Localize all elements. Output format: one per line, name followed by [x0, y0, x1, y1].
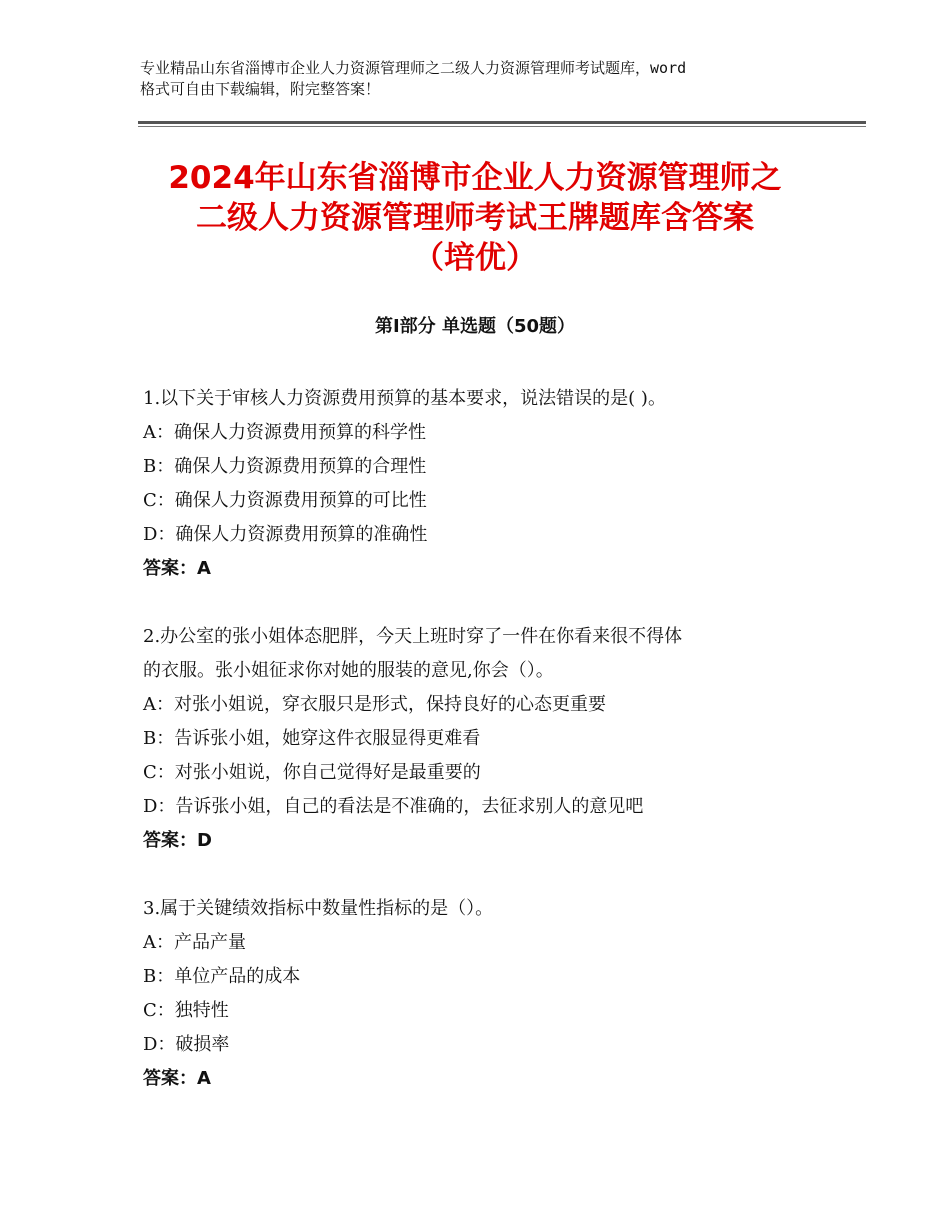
section-heading: 第Ⅰ部分 单选题（50题）: [374, 316, 575, 337]
header-divider-thin: [138, 126, 866, 127]
answer: 答案：A: [143, 558, 211, 579]
option-b: B：确保人力资源费用预算的合理性: [143, 456, 427, 477]
option-a: A：确保人力资源费用预算的科学性: [143, 422, 426, 443]
header-note-line-2: 格式可自由下载编辑，附完整答案！: [140, 80, 381, 98]
question-stem-continued: 的衣服。张小姐征求你对她的服装的意见,你会（）。: [143, 660, 554, 681]
option-b: B：告诉张小姐，她穿这件衣服显得更难看: [143, 728, 481, 749]
option-a: A：产品产量: [143, 932, 246, 953]
option-a: A：对张小姐说，穿衣服只是形式，保持良好的心态更重要: [143, 694, 606, 715]
answer: 答案：D: [143, 830, 212, 851]
option-c: C：对张小姐说，你自己觉得好是最重要的: [143, 762, 481, 783]
question-stem: 3.属于关键绩效指标中数量性指标的是（）。: [143, 898, 494, 919]
option-c: C：独特性: [143, 1000, 229, 1021]
question-stem: 2.办公室的张小姐体态肥胖，今天上班时穿了一件在你看来很不得体: [143, 626, 683, 647]
header-note: [140, 58, 840, 100]
title-line-2: 二级人力资源管理师考试王牌题库含答案: [196, 200, 754, 236]
question-2: [143, 620, 843, 858]
option-d: D：破损率: [143, 1034, 230, 1055]
document-title: [100, 158, 850, 278]
question-1: [143, 382, 843, 586]
title-line-1: 2024年山东省淄博市企业人力资源管理师之: [168, 160, 782, 196]
option-c: C：确保人力资源费用预算的可比性: [143, 490, 427, 511]
question-list: [143, 382, 843, 1130]
question-stem: 1.以下关于审核人力资源费用预算的基本要求，说法错误的是( )。: [143, 388, 666, 409]
answer: 答案：A: [143, 1068, 211, 1089]
header-divider-thick: [138, 121, 866, 124]
title-line-3: （培优）: [413, 240, 537, 276]
option-d: D：告诉张小姐，自己的看法是不准确的，去征求别人的意见吧: [143, 796, 644, 817]
question-3: [143, 892, 843, 1096]
option-d: D：确保人力资源费用预算的准确性: [143, 524, 428, 545]
header-note-line-1: 专业精品山东省淄博市企业人力资源管理师之二级人力资源管理师考试题库，word: [140, 59, 687, 77]
option-b: B：单位产品的成本: [143, 966, 301, 987]
